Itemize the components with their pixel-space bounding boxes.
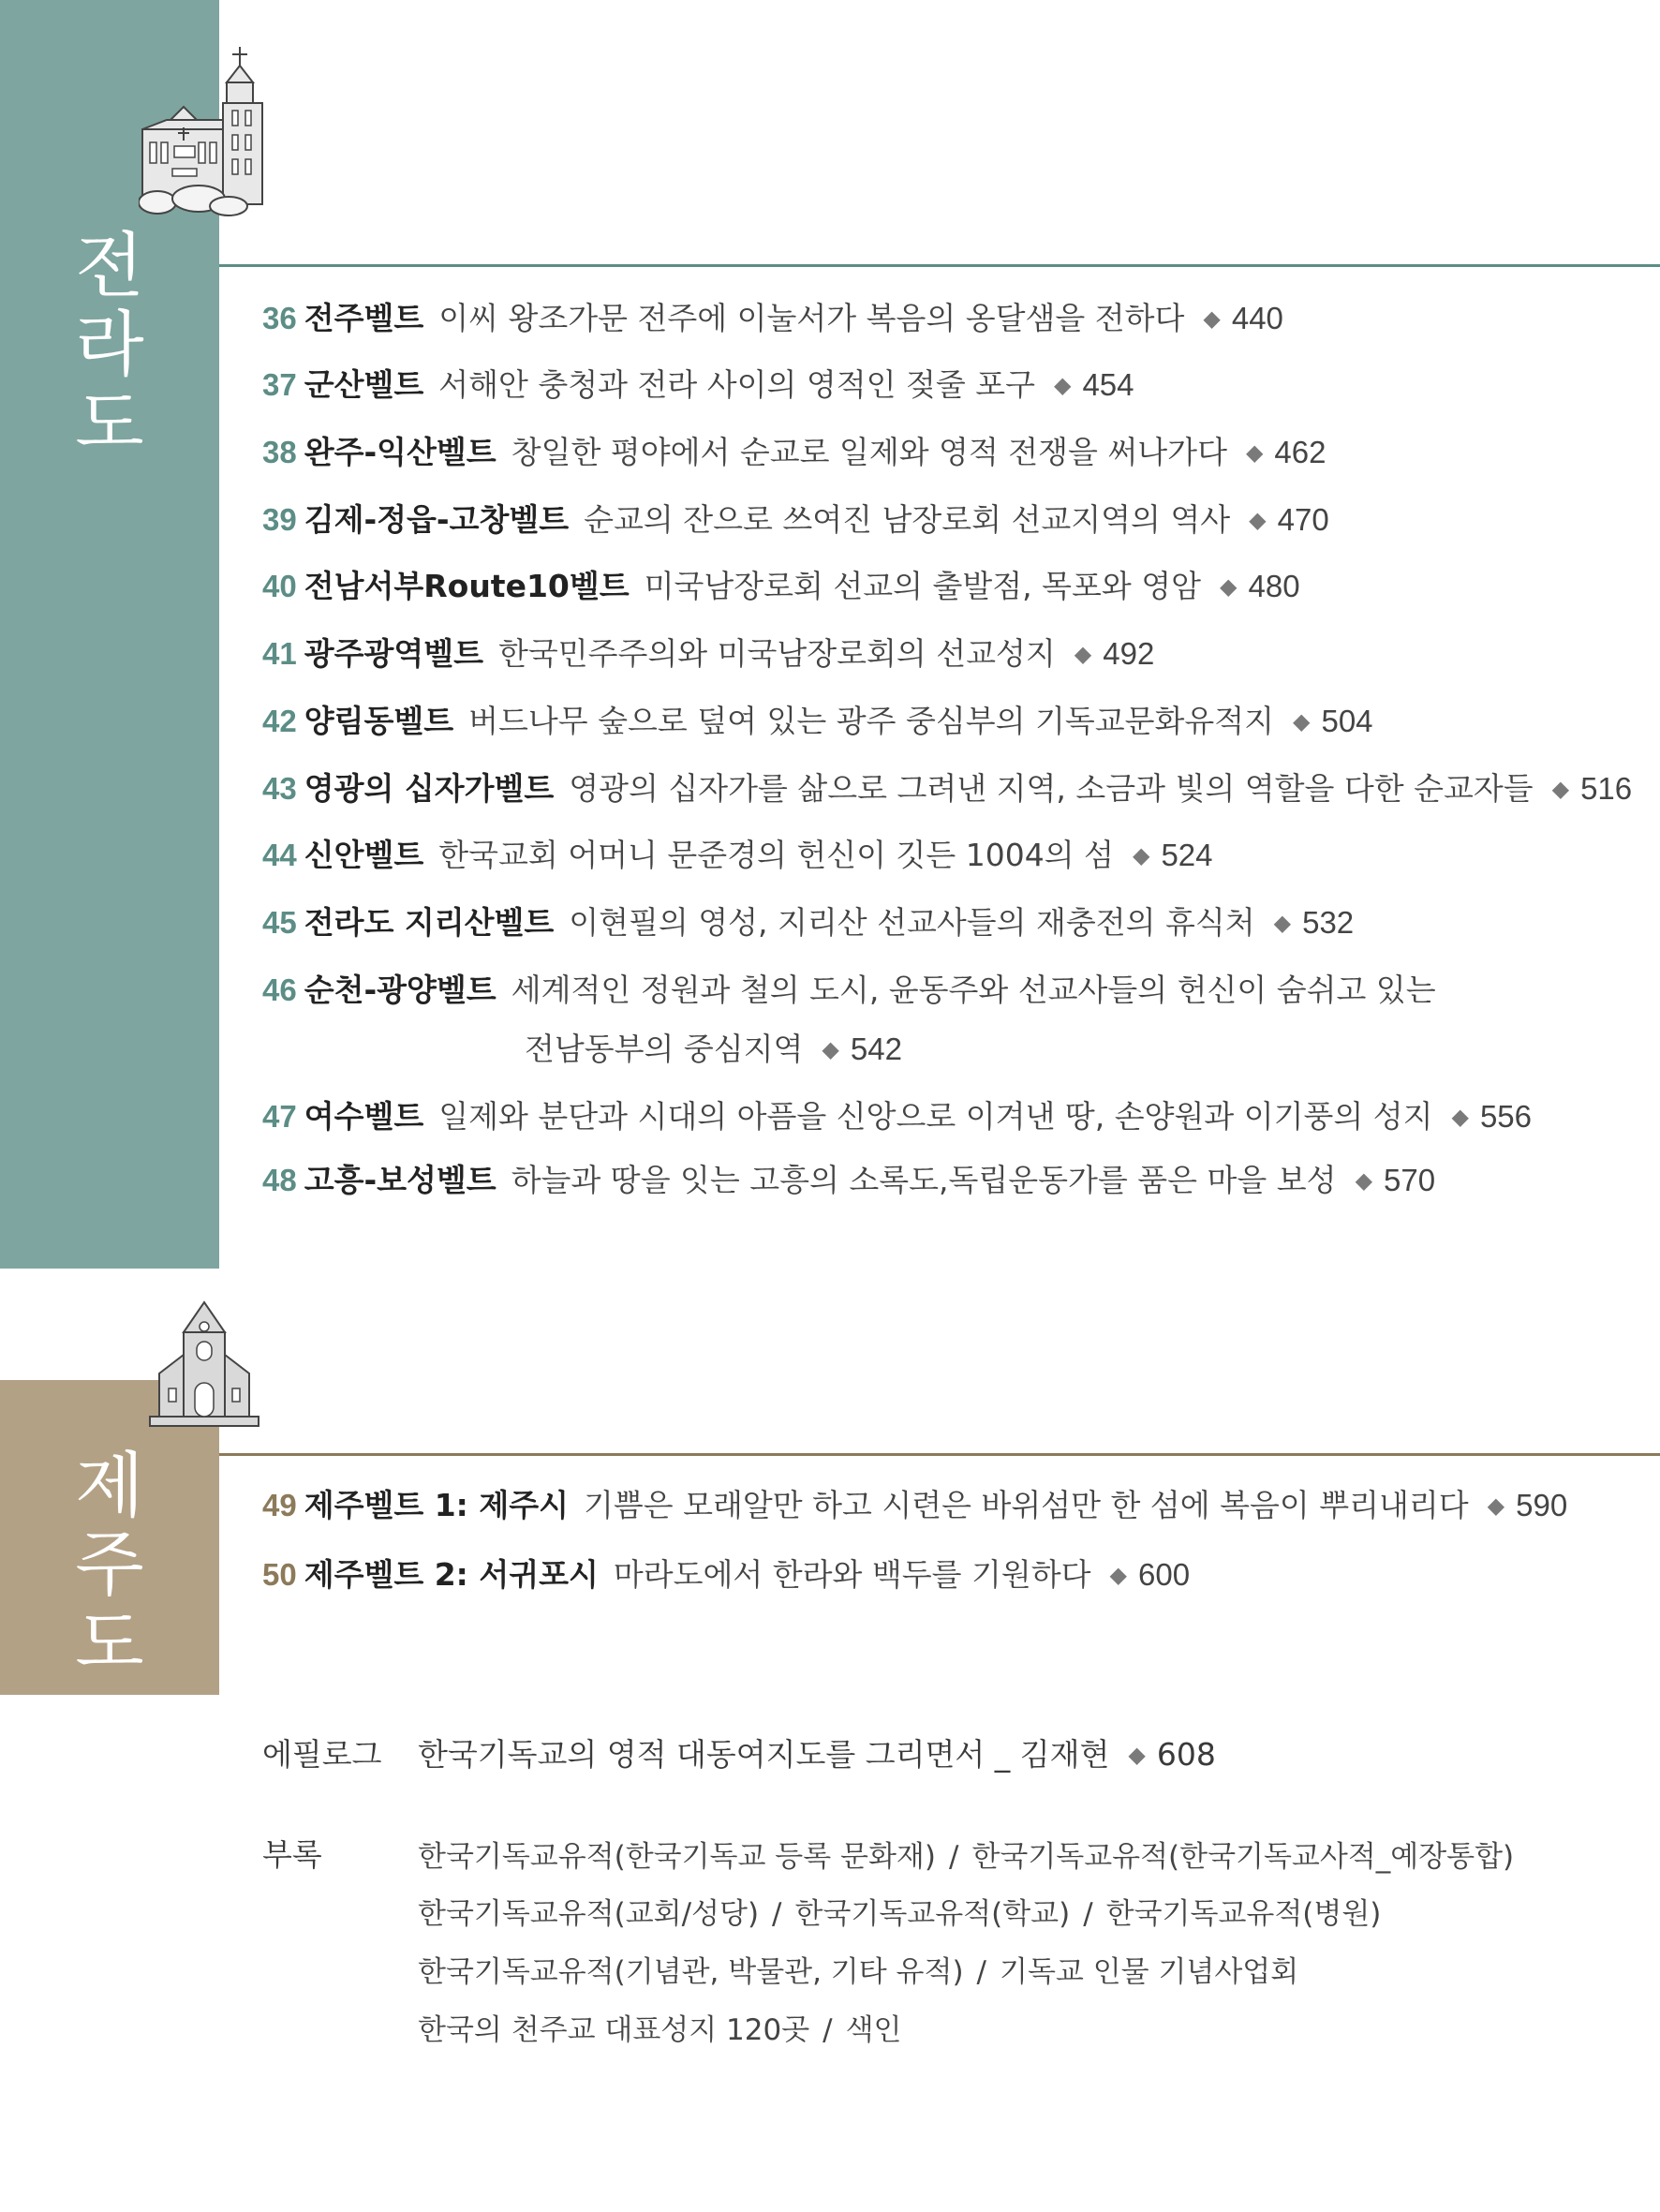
diamond-bullet-icon: ◆ [1451,1104,1469,1130]
jeju-section-title [0,1444,219,1685]
entry-title: 고흥-보성벨트 [304,1162,497,1198]
entry-number: 46 [262,972,297,1007]
entry-page: 542 [850,1032,902,1066]
entry-title: 순천-광양벨트 [304,972,497,1008]
entry-number: 43 [262,771,297,806]
entry-page: 462 [1274,435,1327,469]
entry-page: 440 [1231,301,1283,335]
section-title-char: 라 [75,303,144,386]
entry-page: 556 [1479,1099,1533,1134]
diamond-bullet-icon: ◆ [1293,708,1311,735]
diamond-bullet-icon: ◆ [1551,776,1570,802]
appendix-line [418,1895,1381,1933]
jeolla-section-title [0,224,219,465]
entry-number: 49 [262,1488,297,1522]
entry-title: 김제-정읍-고창벨트 [304,501,570,538]
toc-entry[interactable] [262,635,1154,673]
diamond-bullet-icon: ◆ [1245,439,1264,466]
entry-title: 영광의 십자가벨트 [304,770,555,807]
toc-entry-continuation[interactable] [525,1031,902,1068]
diamond-bullet-icon: ◆ [1074,641,1092,667]
entry-page: 600 [1138,1557,1191,1592]
entry-title: 제주벨트 2: 서귀포시 [304,1556,599,1593]
entry-title: 광주광역벨트 [304,635,483,672]
entry-number: 45 [262,905,297,940]
entry-description: 마라도에서 한라와 백두를 기원하다 [613,1556,1091,1593]
appendix-item[interactable]: 한국기독교유적(기념관, 박물관, 기타 유적) [418,1955,964,1989]
entry-number: 44 [262,838,297,872]
entry-title: 신안벨트 [304,837,424,873]
entry-description: 버드나무 숲으로 덮여 있는 광주 중심부의 기독교문화유적지 [468,703,1274,739]
entry-title: 전주벨트 [304,300,424,336]
appendix-item[interactable]: 한국기독교유적(교회/성당) [418,1897,760,1931]
diamond-bullet-icon: ◆ [1220,573,1238,600]
diamond-bullet-icon: ◆ [1487,1492,1505,1519]
appendix-line [418,1838,1514,1876]
appendix-item[interactable]: 한국기독교유적(한국기독교사적_예장통합) [971,1840,1515,1874]
entry-page: 532 [1302,905,1355,940]
toc-entry[interactable] [262,1556,1190,1594]
toc-entry[interactable] [262,366,1134,404]
entry-title: 제주벨트 1: 제주시 [304,1487,570,1523]
toc-entry[interactable] [262,1098,1532,1136]
appendix-item[interactable]: 한국기독교유적(한국기독교 등록 문화재) [418,1840,936,1874]
entry-title: 양림동벨트 [304,703,454,739]
appendix-item[interactable]: 한국기독교유적(학교) [794,1897,1071,1931]
entry-number: 36 [262,301,297,335]
section-title-char: 제 [75,1444,144,1527]
entry-number: 41 [262,636,297,671]
section-title-char: 주 [75,1522,144,1606]
entry-page: 480 [1248,569,1300,603]
diamond-bullet-icon: ◆ [1109,1562,1127,1588]
entry-number: 38 [262,435,297,469]
entry-title: 여수벨트 [304,1098,424,1135]
church-building-icon [139,45,270,223]
entry-page: 516 [1580,771,1633,806]
diamond-bullet-icon: ◆ [1053,372,1072,398]
epilogue-text: 한국기독교의 영적 대동여지도를 그리면서 _ 김재현 [418,1736,1110,1773]
diamond-bullet-icon: ◆ [1273,910,1292,936]
diamond-bullet-icon: ◆ [1128,1742,1146,1768]
toc-entry[interactable] [262,300,1283,337]
entry-description: 이현필의 영성, 지리산 선교사들의 재충전의 휴식처 [569,904,1255,941]
toc-entry[interactable] [262,703,1373,740]
chapel-icon [146,1295,262,1430]
separator: / [1083,1897,1093,1931]
entry-page: 454 [1082,367,1134,402]
entry-number: 40 [262,569,297,603]
entry-description: 미국남장로회 선교의 출발점, 목포와 영암 [644,568,1202,604]
entry-title: 전라도 지리산벨트 [304,904,555,941]
appendix-item[interactable]: 한국의 천주교 대표성지 120곳 [418,2013,810,2047]
separator: / [976,1955,986,1989]
entry-title: 완주-익산벨트 [304,434,497,470]
entry-number: 48 [262,1163,297,1197]
appendix-item[interactable]: 색인 [845,2013,902,2047]
toc-entry[interactable] [262,1487,1567,1524]
entry-page: 590 [1516,1488,1568,1522]
toc-entry[interactable] [262,770,1632,808]
entry-number: 50 [262,1557,297,1592]
jeju-section-divider [219,1453,1660,1456]
appendix-line [418,1953,1298,1991]
appendix-label: 부록 [262,1836,322,1873]
toc-entry[interactable] [262,568,1300,605]
entry-description: 일제와 분단과 시대의 아픔을 신앙으로 이겨낸 땅, 손양원과 이기풍의 성지 [438,1098,1433,1135]
section-title-char: 전 [75,224,144,307]
entry-description: 순교의 잔으로 쓰여진 남장로회 선교지역의 역사 [584,501,1231,538]
entry-description: 기쁨은 모래알만 하고 시련은 바위섬만 한 섬에 복음이 뿌리내리다 [584,1487,1469,1523]
toc-entry[interactable] [262,434,1326,471]
toc-entry[interactable] [262,972,1436,1009]
appendix-line [418,2012,902,2049]
entry-number: 47 [262,1099,297,1134]
entry-description: 창일한 평야에서 순교로 일제와 영적 전쟁을 써나가다 [511,434,1227,470]
entry-description: 세계적인 정원과 철의 도시, 윤동주와 선교사들의 헌신이 숨쉬고 있는 [511,972,1436,1008]
appendix-item[interactable]: 기독교 인물 기념사업회 [1000,1955,1299,1989]
entry-page: 504 [1321,704,1373,738]
diamond-bullet-icon: ◆ [822,1036,839,1062]
diamond-bullet-icon: ◆ [1203,305,1221,332]
entry-description: 한국민주주의와 미국남장로회의 선교성지 [498,635,1056,672]
separator: / [823,2013,833,2047]
epilogue-page: 608 [1156,1736,1216,1773]
entry-page: 470 [1277,502,1329,537]
entry-description: 서해안 충청과 전라 사이의 영적인 젖줄 포구 [438,366,1035,403]
entry-description: 한국교회 어머니 문준경의 헌신이 깃든 1004의 섬 [438,837,1114,873]
entry-number: 42 [262,704,297,738]
entry-title: 군산벨트 [304,366,424,403]
diamond-bullet-icon: ◆ [1132,842,1150,868]
entry-page: 492 [1103,636,1155,671]
entry-number: 39 [262,502,297,537]
jeolla-section-divider [219,264,1660,267]
entry-title: 전남서부Route10벨트 [304,568,630,604]
epilogue-label: 에필로그 [262,1736,382,1773]
toc-entry[interactable] [262,1162,1435,1199]
entry-description: 하늘과 땅을 잇는 고흥의 소록도,독립운동가를 품은 마을 보성 [511,1162,1337,1198]
entry-number: 37 [262,367,297,402]
entry-description: 영광의 십자가를 삶으로 그려낸 지역, 소금과 빛의 역할을 다한 순교자들 [569,770,1534,807]
entry-page: 570 [1384,1163,1436,1197]
appendix-item[interactable]: 한국기독교유적(병원) [1105,1897,1382,1931]
entry-description: 전남동부의 중심지역 [525,1031,804,1067]
toc-entry[interactable] [262,501,1329,539]
entry-description: 이씨 왕조가문 전주에 이눌서가 복음의 옹달샘을 전하다 [438,300,1185,336]
separator: / [948,1840,959,1874]
toc-entry[interactable] [262,904,1354,942]
entry-page: 524 [1161,838,1213,872]
separator: / [772,1897,782,1931]
toc-entry[interactable] [262,837,1213,874]
section-title-char: 도 [75,381,144,465]
section-title-char: 도 [75,1601,144,1685]
diamond-bullet-icon: ◆ [1249,507,1267,533]
diamond-bullet-icon: ◆ [1355,1167,1373,1194]
epilogue-entry[interactable] [418,1736,1216,1774]
